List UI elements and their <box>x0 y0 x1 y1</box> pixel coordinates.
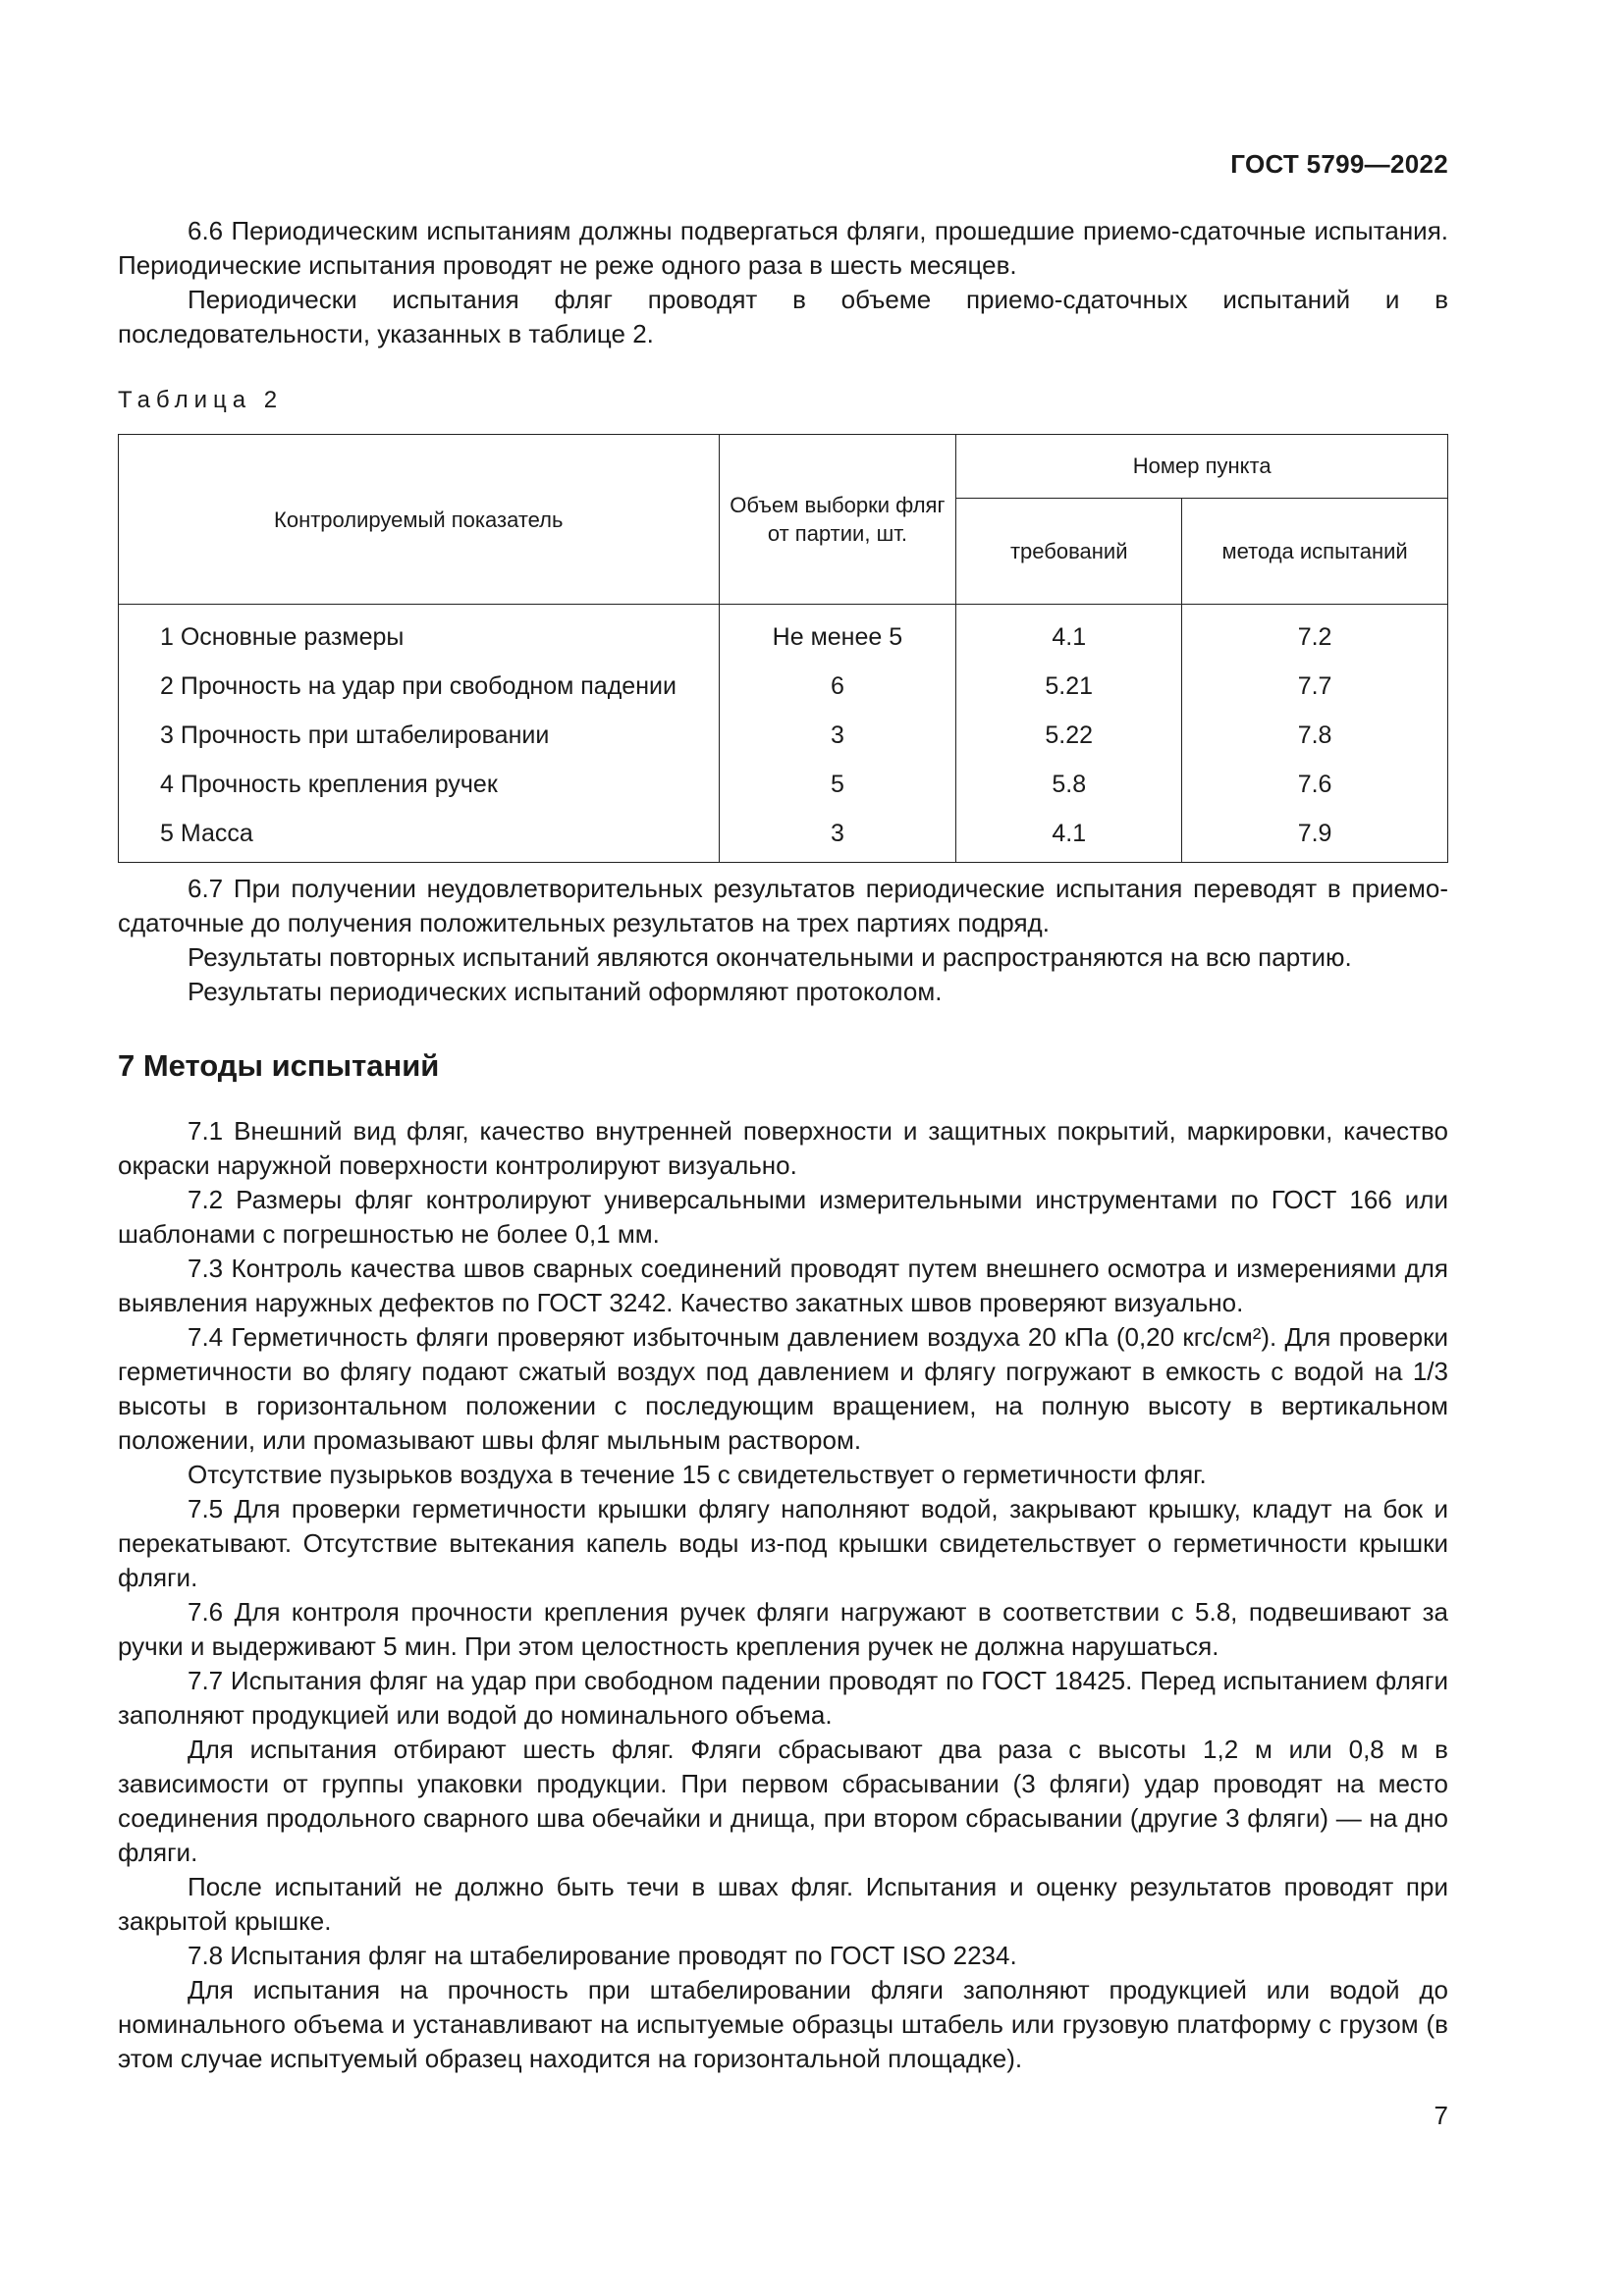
cell-indicator: 2 Прочность на удар при свободном падении <box>119 662 720 711</box>
after-table-text <box>118 872 1448 1009</box>
cell-test-method: 7.9 <box>1182 809 1448 863</box>
cell-sample: 3 <box>719 711 956 760</box>
paragraph-7-5: 7.5 Для проверки герметичности крышки флягу наполняют водой, закрывают крышку, кладут на бок и перекатывают. Отсутствие вытекания капель воды из-под крышки свидетельствует о герметичности крышки фляги. <box>118 1494 1448 1592</box>
paragraph-7-4: 7.4 Герметичность фляги проверяют избыточным давлением воздуха 20 кПа (0,20 кгс/см²). Для проверки герметичности во флягу подают сжатый воздух под давлением и флягу погружают в емкость с водой на 1/3 высоты в горизонтальном положении с последующим вращением, на полную высоту в вертикальном положении, или промазывают швы фляг мыльным раствором. <box>118 1322 1448 1455</box>
cell-sample: 3 <box>719 809 956 863</box>
header-indicator: Контролируемый показатель <box>119 435 720 605</box>
paragraph-7-7-cont: Для испытания отбирают шесть фляг. Фляги сбрасывают два раза с высоты 1,2 м или 0,8 м в зависимости от группы упаковки продукции. При первом сбрасывании (3 фляги) удар проводят на место соединения продольного сварного шва обечайки и днища, при втором сбрасывании (другие 3 фляги) — на дно фляги. <box>118 1735 1448 1867</box>
paragraph-7-2: 7.2 Размеры фляг контролируют универсальными измерительными инструментами по ГОСТ 166 или шаблонами с погрешностью не более 0,1 мм. <box>118 1185 1448 1249</box>
cell-indicator: 3 Прочность при штабелировании <box>119 711 720 760</box>
header-test-method: метода испытаний <box>1182 498 1448 604</box>
cell-sample: 6 <box>719 662 956 711</box>
cell-test-method: 7.8 <box>1182 711 1448 760</box>
paragraph-6-7-cont: Результаты повторных испытаний являются окончательными и распространяются на всю партию. <box>188 942 1352 972</box>
paragraph-7-6: 7.6 Для контроля прочности крепления ручек фляги нагружают в соответствии с 5.8, подвешивают за ручки и выдерживают 5 мин. При этом целостность крепления ручек не должна нарушаться. <box>118 1597 1448 1661</box>
table-label: Таблица 2 <box>118 387 284 413</box>
cell-indicator: 4 Прочность крепления ручек <box>119 760 720 809</box>
table-row <box>119 605 1448 663</box>
table-2 <box>118 434 1448 863</box>
cell-requirements: 5.21 <box>956 662 1182 711</box>
cell-sample: Не менее 5 <box>719 605 956 663</box>
cell-test-method: 7.7 <box>1182 662 1448 711</box>
paragraph-7-4-cont: Отсутствие пузырьков воздуха в течение 15 с свидетельствует о герметичности фляг. <box>188 1460 1207 1489</box>
paragraph-7-8: 7.8 Испытания фляг на штабелирование проводят по ГОСТ ISO 2234. <box>188 1941 1017 1970</box>
paragraph-7-7: 7.7 Испытания фляг на удар при свободном падении проводят по ГОСТ 18425. Перед испытанием фляги заполняют продукцией или водой до номинального объема. <box>118 1666 1448 1730</box>
paragraph-7-8-cont: Для испытания на прочность при штабелировании фляги заполняют продукцией или водой до номинального объема и устанавливают на испытуемые образцы штабель или грузовую платформу с грузом (в этом случае испытуемый образец находится на горизонтальной площадке). <box>118 1975 1448 2073</box>
paragraph-6-7-protocol: Результаты периодических испытаний оформляют протоколом. <box>188 977 943 1006</box>
paragraph-7-3: 7.3 Контроль качества швов сварных соединений проводят путем внешнего осмотра и измерениями для выявления наружных дефектов по ГОСТ 3242. Качество закатных швов проверяют визуально. <box>118 1254 1448 1317</box>
document-header: ГОСТ 5799—2022 <box>1230 149 1448 179</box>
cell-requirements: 5.22 <box>956 711 1182 760</box>
cell-test-method: 7.2 <box>1182 605 1448 663</box>
header-clause-number: Номер пункта <box>956 435 1448 499</box>
paragraph-7-1: 7.1 Внешний вид фляг, качество внутренней поверхности и защитных покрытий, маркировки, качество окраски наружной поверхности контролируют визуально. <box>118 1116 1448 1180</box>
cell-requirements: 4.1 <box>956 809 1182 863</box>
table-row <box>119 711 1448 760</box>
table-row <box>119 809 1448 863</box>
table-row <box>119 760 1448 809</box>
paragraph-6-7: 6.7 При получении неудовлетворительных результатов периодические испытания переводят в приемо-сдаточные до получения положительных результатов на трех партиях подряд. <box>118 874 1448 937</box>
section-7-heading-wrap <box>118 1048 1448 1084</box>
section-title: 7 Методы испытаний <box>118 1048 440 1083</box>
cell-requirements: 4.1 <box>956 605 1182 663</box>
cell-indicator: 5 Масса <box>119 809 720 863</box>
cell-test-method: 7.6 <box>1182 760 1448 809</box>
cell-sample: 5 <box>719 760 956 809</box>
table-caption <box>118 387 1448 414</box>
table-row <box>119 662 1448 711</box>
header-sample: Объем выборки фляг от партии, шт. <box>719 435 956 605</box>
section-7-body <box>118 1114 1448 2076</box>
cell-requirements: 5.8 <box>956 760 1182 809</box>
paragraph-6-6-cont: Периодически испытания фляг проводят в объеме приемо-сдаточных испытаний и в последовательности, указанных в таблице 2. <box>118 285 1448 348</box>
header-requirements: требований <box>956 498 1182 604</box>
intro-text <box>118 214 1448 351</box>
page-number: 7 <box>1434 2101 1448 2130</box>
paragraph-7-7-result: После испытаний не должно быть течи в швах фляг. Испытания и оценку результатов проводят при закрытой крышке. <box>118 1872 1448 1936</box>
cell-indicator: 1 Основные размеры <box>119 605 720 663</box>
paragraph-6-6: 6.6 Периодическим испытаниям должны подвергаться фляги, прошедшие приемо-сдаточные испытания. Периодические испытания проводят не реже одного раза в шесть месяцев. <box>118 216 1448 280</box>
